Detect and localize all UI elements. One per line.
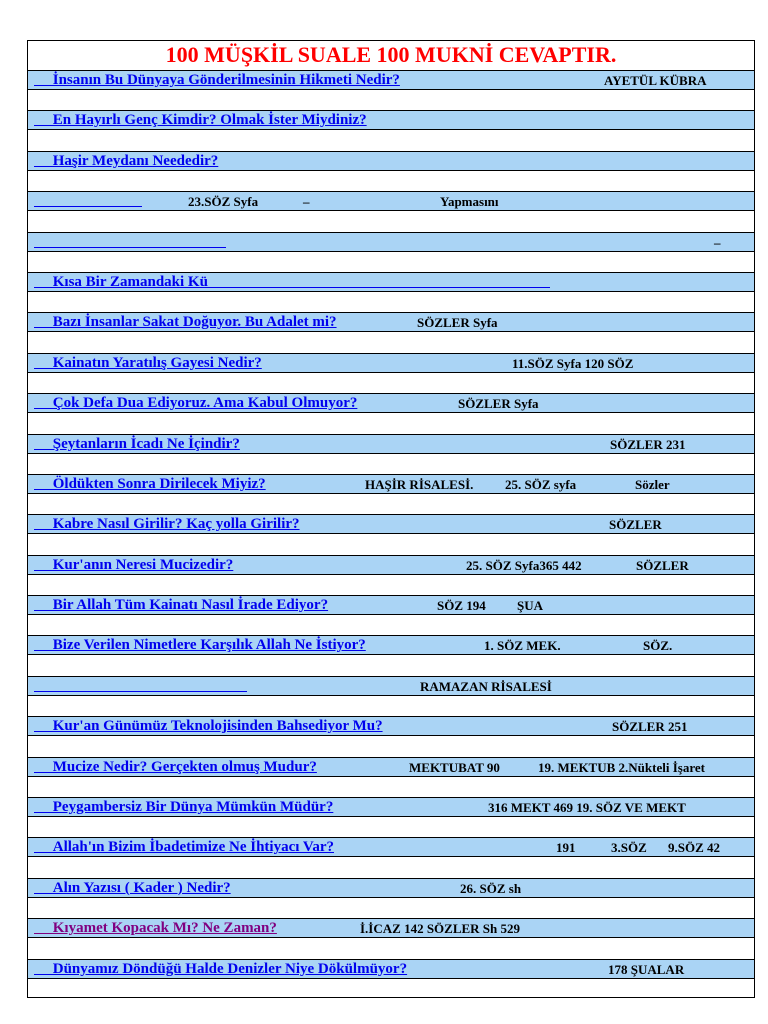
question-row [28, 434, 754, 454]
source-reference: 11.SÖZ Syfa 120 SÖZ [512, 355, 634, 371]
row-spacer [28, 979, 754, 999]
source-reference: Sözler [635, 476, 670, 492]
question-link[interactable]: Kur'an Günümüz Teknolojisinden Bahsediyor Mu? [34, 718, 383, 735]
question-row [28, 110, 754, 130]
question-row [28, 272, 754, 292]
source-reference: SÖZLER 231 [610, 436, 686, 452]
source-reference: 25. SÖZ syfa [505, 476, 577, 492]
question-row [28, 797, 754, 817]
question-row [28, 595, 754, 615]
row-spacer [28, 130, 754, 150]
row-spacer [28, 211, 754, 231]
question-row [28, 959, 754, 979]
row-spacer [28, 373, 754, 393]
question-row [28, 514, 754, 534]
source-reference: – [714, 234, 721, 250]
question-row [28, 474, 754, 494]
document-sheet [27, 40, 755, 998]
question-link[interactable]: Kainatın Yaratılış Gayesi Nedir? [34, 354, 262, 371]
row-spacer [28, 575, 754, 595]
row-spacer [28, 857, 754, 877]
row-spacer [28, 898, 754, 918]
question-row [28, 393, 754, 413]
question-link[interactable]: Haşir Meydanı Neededir? [34, 152, 219, 169]
source-reference: 1. SÖZ MEK. [484, 638, 561, 654]
row-spacer [28, 736, 754, 756]
question-link[interactable]: Bazı İnsanlar Sakat Doğuyor. Bu Adalet mi? [34, 314, 337, 331]
question-link[interactable]: Kabre Nasıl Girilir? Kaç yolla Girilir? [34, 516, 300, 533]
source-reference: 9.SÖZ 42 [668, 840, 721, 856]
question-link[interactable]: İnsanın Bu Dünyaya Gönderilmesinin Hikmeti Nedir? [34, 72, 400, 88]
question-row [28, 676, 754, 696]
source-reference: 25. SÖZ Syfa365 442 [466, 557, 582, 573]
row-spacer [28, 938, 754, 958]
source-reference: 178 ŞUALAR [608, 961, 685, 977]
row-spacer [28, 494, 754, 514]
link-underline[interactable] [34, 287, 550, 288]
question-link[interactable]: Alın Yazısı ( Kader ) Nedir? [34, 879, 231, 896]
row-spacer [28, 332, 754, 352]
row-spacer [28, 696, 754, 716]
source-reference: 3.SÖZ [611, 840, 647, 856]
source-reference: MEKTUBAT 90 [409, 759, 500, 775]
source-reference: SÖZLER Syfa [458, 396, 539, 412]
row-spacer [28, 454, 754, 474]
page-title: 100 MÜŞKİL SUALE 100 MUKNİ CEVAPTIR. [165, 42, 617, 67]
source-reference: SÖZ. [643, 638, 673, 654]
source-reference: İ.İCAZ 142 SÖZLER Sh 529 [360, 921, 521, 937]
question-link[interactable]: Kıyamet Kopacak Mı? Ne Zaman? [34, 920, 277, 937]
row-spacer [28, 413, 754, 433]
source-reference: 23.SÖZ Syfa [188, 194, 259, 210]
source-reference: SÖZ 194 [437, 598, 486, 614]
source-reference: ŞUA [517, 598, 544, 614]
question-row [28, 232, 754, 252]
question-link[interactable]: Bir Allah Tüm Kainatı Nasıl İrade Ediyor? [34, 597, 329, 614]
question-row [28, 555, 754, 575]
question-link[interactable]: Çok Defa Dua Ediyoruz. Ama Kabul Olmuyor? [34, 395, 358, 412]
row-spacer [28, 777, 754, 797]
source-reference: SÖZLER [636, 557, 689, 573]
question-row [28, 878, 754, 898]
question-list [28, 70, 754, 999]
question-row [28, 757, 754, 777]
blank-link[interactable] [34, 691, 247, 692]
source-reference: HAŞİR RİSALESİ. [365, 476, 474, 492]
source-reference: RAMAZAN RİSALESİ [420, 678, 552, 694]
question-link[interactable]: Peygambersiz Bir Dünya Mümkün Müdür? [34, 799, 334, 816]
source-reference: 191 [556, 840, 576, 856]
row-spacer [28, 534, 754, 554]
question-row [28, 716, 754, 736]
source-reference: Yapmasını [440, 194, 499, 210]
question-row [28, 353, 754, 373]
source-reference: SÖZLER Syfa [417, 315, 498, 331]
question-link[interactable]: Mucize Nedir? Gerçekten olmuş Mudur? [34, 758, 317, 775]
question-row [28, 70, 754, 90]
row-spacer [28, 615, 754, 635]
question-row [28, 151, 754, 171]
question-row [28, 191, 754, 211]
question-link[interactable]: Şeytanların İcadı Ne İçindir? [34, 435, 240, 452]
question-row [28, 918, 754, 938]
source-reference: 316 MEKT 469 19. SÖZ VE MEKT [488, 800, 686, 816]
question-link[interactable]: Öldükten Sonra Dirilecek Miyiz? [34, 475, 266, 492]
source-reference: SÖZLER 251 [612, 719, 688, 735]
row-spacer [28, 817, 754, 837]
row-spacer [28, 90, 754, 110]
question-link[interactable]: Allah'ın Bizim İbadetimize Ne İhtiyacı Var? [34, 839, 334, 856]
source-reference: SÖZLER [609, 517, 662, 533]
question-row [28, 635, 754, 655]
blank-link[interactable] [34, 247, 226, 248]
row-spacer [28, 655, 754, 675]
blank-link[interactable] [34, 206, 142, 207]
question-row [28, 312, 754, 332]
question-link[interactable]: Dünyamız Döndüğü Halde Denizler Niye Dökülmüyor? [34, 960, 408, 977]
row-spacer [28, 171, 754, 191]
question-link[interactable]: Kur'anın Neresi Mucizedir? [34, 556, 234, 573]
source-reference: – [303, 194, 310, 210]
question-link[interactable]: En Hayırlı Genç Kimdir? Olmak İster Miydiniz? [34, 112, 367, 129]
row-spacer [28, 292, 754, 312]
source-reference: AYETÜL KÜBRA [604, 73, 707, 88]
question-link[interactable]: Kısa Bir Zamandaki Kü [34, 273, 208, 290]
row-spacer [28, 252, 754, 272]
question-row [28, 837, 754, 857]
source-reference: 26. SÖZ sh [460, 880, 522, 896]
question-link[interactable]: Bize Verilen Nimetlere Karşılık Allah Ne İstiyor? [34, 637, 366, 654]
source-reference: 19. MEKTUB 2.Nükteli İşaret [538, 759, 705, 775]
